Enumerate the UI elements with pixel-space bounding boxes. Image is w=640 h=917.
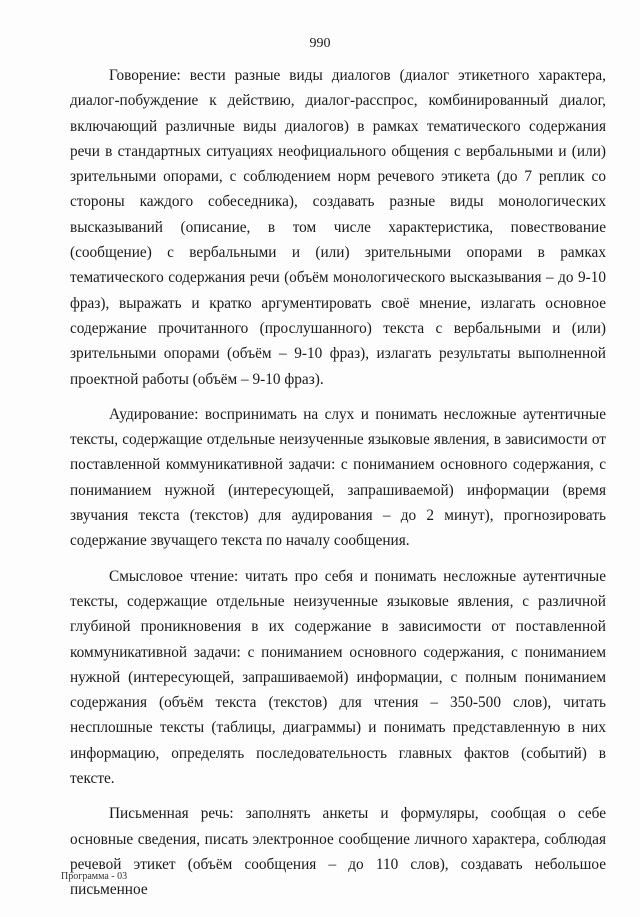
page-number: 990 [309, 36, 331, 51]
page-footer: Программа - 03 [61, 871, 128, 882]
paragraph-listening: Аудирование: воспринимать на слух и понимать несложные аутентичные тексты, содержащие отдельные неизученные языковые явления, в зависимости от поставленной коммуникативной задачи: с пониманием основного содержания, с пониманием нужной (интересующей, запрашиваемой) информации (время звучания текста (текстов) для аудирования – до 2 минут), прогнозировать содержание звучащего текста по началу сообщения. [70, 405, 606, 550]
paragraph-reading: Смысловое чтение: читать про себя и понимать несложные аутентичные тексты, содержащие отдельные неизученные языковые явления, с различной глубиной проникновения в их содержание в зависимости от поставленной коммуникативной задачи: с пониманием основного содержания, с пониманием нужной (интересующей, запрашиваемой) информации, с полным пониманием содержания (объём текста (текстов) для чтения – 350-500 слов), читать несплошные тексты (таблицы, диаграммы) и понимать представленную в них информацию, определять последовательность главных фактов (событий) в тексте. [70, 567, 606, 788]
paragraph-writing: Письменная речь: заполнять анкеты и формуляры, сообщая о себе основные сведения, писать электронное сообщение личного характера, соблюдая речевой этикет (объём сообщения – до 110 слов), создавать небольшое письменное [70, 805, 606, 899]
document-body [70, 63, 606, 913]
paragraph-speaking: Говорение: вести разные виды диалогов (диалог этикетного характера, диалог-побуждение к действию, диалог-расспрос, комбинированный диалог, включающий различные виды диалогов) в рамках тематического содержания речи в стандартных ситуациях неофициального общения с вербальными и (или) зрительными опорами, с соблюдением норм речевого этикета (до 7 реплик со стороны каждого собеседника), создавать разные виды монологических высказываний (описание, в том числе характеристика, повествование (сообщение) с вербальными и (или) зрительными опорами в рамках тематического содержания речи (объём монологического высказывания – до 9-10 фраз), выражать и кратко аргументировать своё мнение, излагать основное содержание прочитанного (прослушанного) текста с вербальными и (или) зрительными опорами (объём – 9-10 фраз), излагать результаты выполненной проектной работы (объём – 9-10 фраз). [70, 67, 606, 388]
